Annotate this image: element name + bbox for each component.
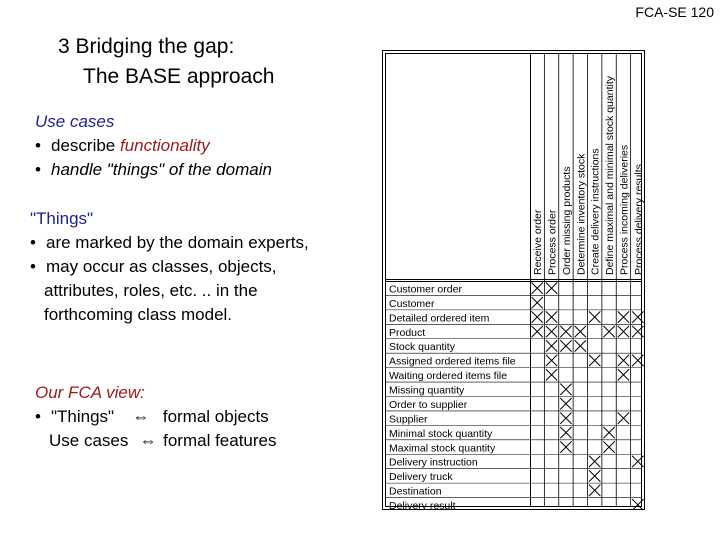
column-header: Process order	[546, 209, 559, 275]
cross-table	[382, 50, 645, 510]
cross-mark	[589, 456, 600, 467]
column-header: Create delivery instructions	[589, 148, 602, 275]
bullet: •	[30, 233, 36, 252]
use-case-item-1	[35, 134, 272, 158]
cross-mark	[560, 384, 571, 395]
fca-use-cases-label: Use cases	[49, 431, 129, 450]
cross-mark	[575, 326, 586, 337]
cross-mark	[560, 340, 571, 351]
title-line-1: 3 Bridging the gap:	[58, 35, 235, 58]
bullet: •	[30, 257, 36, 276]
row-label: Delivery instruction	[389, 456, 478, 469]
row-label: Minimal stock quantity	[389, 427, 493, 440]
things-item-1	[30, 231, 309, 255]
bullet: •	[35, 160, 41, 179]
slide-title	[58, 32, 274, 92]
use-case-item-2-text: handle "things" of the domain	[51, 160, 272, 179]
fca-things-label: "Things"	[51, 407, 115, 426]
equivalence-arrow-icon: ⇔	[132, 407, 150, 426]
bullet: •	[35, 407, 41, 426]
cross-mark	[618, 355, 629, 366]
row-label: Destination	[389, 485, 442, 498]
things-heading: "Things"	[30, 209, 94, 228]
things-continuation-2: forthcoming class model.	[44, 305, 233, 324]
row-label: Detailed ordered item	[389, 312, 490, 325]
row-label: Delivery result	[389, 500, 456, 510]
row-label: Maximal stock quantity	[389, 442, 496, 455]
cross-mark	[575, 340, 586, 351]
cross-mark	[589, 311, 600, 322]
fca-formal-objects: formal objects	[162, 407, 269, 426]
row-label: Customer order	[389, 283, 462, 296]
things-section	[30, 207, 309, 327]
cross-mark	[560, 398, 571, 409]
cross-mark	[560, 412, 571, 423]
functionality-highlight: functionality	[119, 136, 210, 155]
row-label: Product	[389, 326, 426, 339]
row-label: Supplier	[389, 413, 428, 426]
row-label: Delivery truck	[389, 471, 453, 484]
column-header: Process incoming deliveries	[618, 144, 631, 275]
title-line-2: The BASE approach	[83, 65, 275, 88]
use-case-item-2	[35, 158, 272, 182]
cross-mark	[546, 326, 557, 337]
fca-line-2	[35, 429, 277, 453]
cross-mark	[532, 326, 543, 337]
cross-mark	[532, 297, 543, 308]
things-item-1-text: are marked by the domain experts,	[46, 233, 309, 252]
fca-line-1	[35, 405, 277, 429]
row-label: Assigned ordered items file	[389, 355, 516, 368]
cross-mark	[589, 485, 600, 496]
column-header: Define maximal and minimal stock quantity	[604, 76, 617, 275]
row-label: Customer	[389, 297, 435, 310]
cross-mark	[546, 283, 557, 294]
column-header: Process delivery results	[632, 164, 645, 275]
cross-mark	[532, 311, 543, 322]
cross-mark	[618, 369, 629, 380]
fca-formal-features: formal features	[163, 431, 277, 450]
cross-mark	[603, 441, 614, 452]
column-header: Receive order	[532, 209, 545, 275]
cross-mark	[546, 311, 557, 322]
column-header: Determine inventory stock	[575, 153, 588, 275]
cross-mark	[618, 412, 629, 423]
things-item-2	[30, 255, 309, 279]
fca-heading: Our FCA view:	[35, 383, 145, 402]
cross-mark	[603, 427, 614, 438]
cross-mark	[589, 470, 600, 481]
row-label: Stock quantity	[389, 341, 455, 354]
cross-mark	[560, 427, 571, 438]
use-case-item-1-text: describe	[51, 136, 120, 155]
equivalence-arrow-icon: ⇔	[139, 431, 157, 450]
things-continuation-1: attributes, roles, etc. .. in the	[44, 281, 258, 300]
cross-mark	[546, 340, 557, 351]
slide-number: FCA-SE 120	[635, 4, 714, 20]
use-cases-section	[35, 110, 272, 182]
cross-mark	[560, 441, 571, 452]
things-item-2-text: may occur as classes, objects,	[46, 257, 277, 276]
cross-mark	[546, 369, 557, 380]
use-cases-heading: Use cases	[35, 112, 115, 131]
column-header: Order missing products	[560, 166, 573, 275]
cross-mark	[532, 283, 543, 294]
cross-mark	[618, 326, 629, 337]
cross-mark	[560, 326, 571, 337]
cross-mark	[618, 311, 629, 322]
fca-section	[35, 381, 277, 453]
cross-mark	[589, 355, 600, 366]
row-label: Order to supplier	[389, 398, 468, 411]
row-label: Missing quantity	[389, 384, 465, 397]
bullet: •	[35, 136, 41, 155]
row-label: Waiting ordered items file	[389, 370, 508, 383]
cross-mark	[603, 326, 614, 337]
cross-mark	[546, 355, 557, 366]
